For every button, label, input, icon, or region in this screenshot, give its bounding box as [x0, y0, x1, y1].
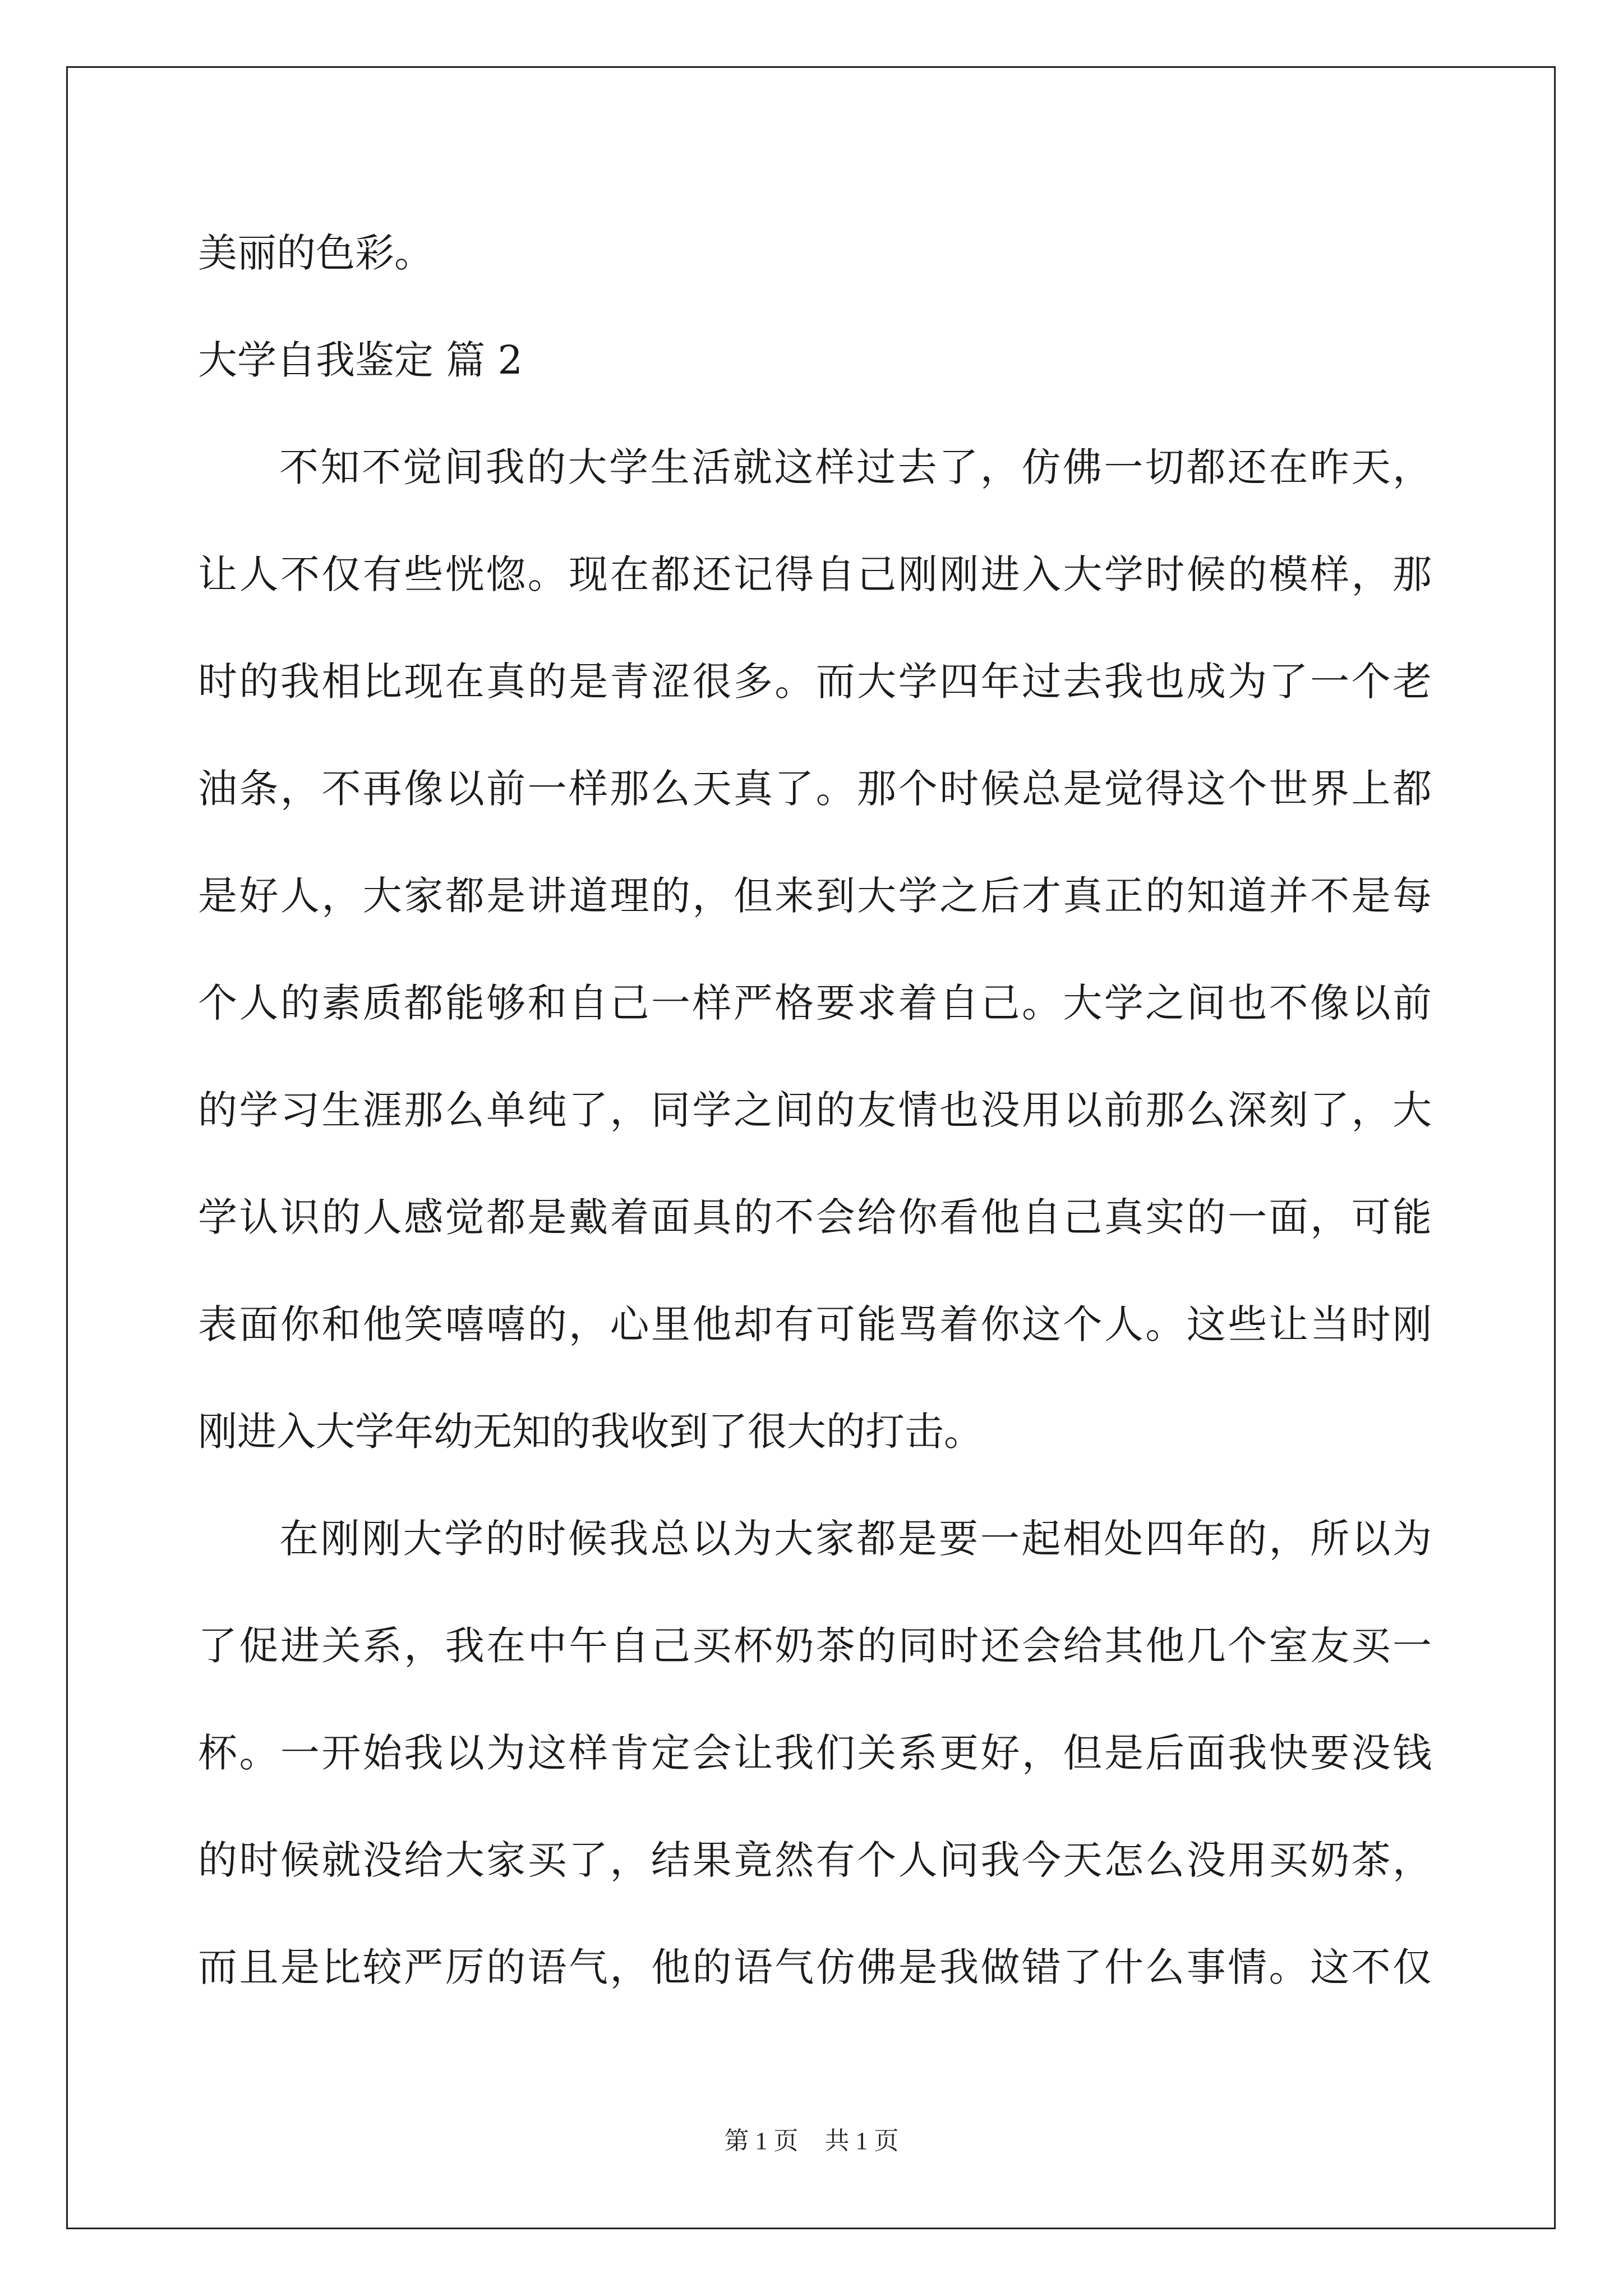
paragraph-line: 学认识的人感觉都是戴着面具的不会给你看他自己真实的一面，可能 [198, 1194, 1432, 1240]
paragraph-line: 在刚刚大学的时候我总以为大家都是要一起相处四年的，所以为 [279, 1516, 1432, 1562]
paragraph-line: 让人不仅有些恍惚。现在都还记得自己刚刚进入大学时候的模样，那 [198, 551, 1432, 597]
paragraph-2 [198, 1502, 1432, 2037]
page-footer [0, 2120, 1623, 2156]
paragraph-line: 而且是比较严厉的语气，他的语气仿佛是我做错了什么事情。这不仅 [198, 1944, 1432, 1990]
paragraph-line: 杯。一开始我以为这样肯定会让我们关系更好，但是后面我快要没钱 [198, 1730, 1432, 1776]
paragraph-line: 时的我相比现在真的是青涩很多。而大学四年过去我也成为了一个老 [198, 659, 1432, 705]
page-number: 第 1 页 [724, 2127, 799, 2155]
paragraph-line: 的时候就没给大家买了，结果竟然有个人问我今天怎么没用买奶茶， [198, 1837, 1432, 1883]
paragraph-line: 不知不觉间我的大学生活就这样过去了，仿佛一切都还在昨天， [279, 444, 1432, 490]
lead-line: 美丽的色彩。 [198, 230, 434, 276]
page-total: 共 1 页 [824, 2127, 899, 2155]
paragraph-line: 的学习生涯那么单纯了，同学之间的友情也没用以前那么深刻了，大 [198, 1087, 1432, 1133]
paragraph-line: 表面你和他笑嘻嘻的，心里他却有可能骂着你这个人。这些让当时刚 [198, 1301, 1432, 1347]
paragraph-line: 个人的素质都能够和自己一样严格要求着自己。大学之间也不像以前 [198, 980, 1432, 1026]
paragraph-line: 了促进关系，我在中午自己买杯奶茶的同时还会给其他几个室友买一 [198, 1623, 1432, 1669]
paragraph-1 [198, 430, 1432, 1502]
document-body [198, 216, 1432, 2037]
section-title: 大学自我鉴定 篇 2 [198, 337, 523, 383]
paragraph-line: 刚进入大学年幼无知的我收到了很大的打击。 [198, 1409, 983, 1455]
paragraph-line: 是好人，大家都是讲道理的，但来到大学之后才真正的知道并不是每 [198, 873, 1432, 919]
paragraph-line: 油条，不再像以前一样那么天真了。那个时候总是觉得这个世界上都 [198, 766, 1432, 812]
